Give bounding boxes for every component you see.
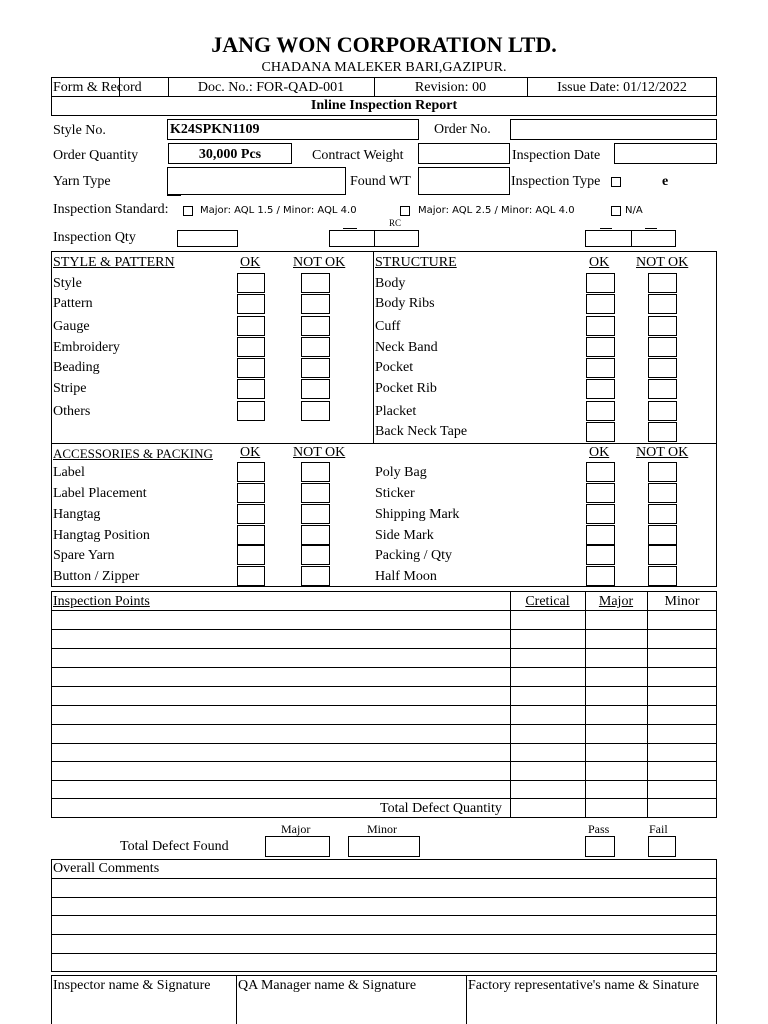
not-ok-box[interactable] xyxy=(301,316,330,336)
inspection-points-header: Inspection Points xyxy=(53,594,150,609)
check-item-embroidery: Embroidery xyxy=(53,340,120,355)
check-item-packing-qty: Packing / Qty xyxy=(375,548,452,563)
minor-header: Minor xyxy=(664,594,700,609)
ok-box[interactable] xyxy=(586,422,615,442)
not-ok-box[interactable] xyxy=(301,379,330,399)
inspection-qty-field-1[interactable] xyxy=(177,230,238,247)
inspection-date-field[interactable] xyxy=(614,143,717,164)
check-item-pocket-rib: Pocket Rib xyxy=(375,381,437,396)
overall-comments-label: Overall Comments xyxy=(53,861,160,876)
not-ok-box[interactable] xyxy=(301,483,330,503)
ok-box[interactable] xyxy=(586,401,615,421)
ok-box[interactable] xyxy=(237,294,265,314)
check-item-others: Others xyxy=(53,404,91,419)
found-wt-field[interactable] xyxy=(418,167,510,195)
check-item-body: Body xyxy=(375,276,406,291)
not-ok-box[interactable] xyxy=(301,525,330,545)
ok-box[interactable] xyxy=(237,566,265,586)
check-item-beading: Beading xyxy=(53,360,100,375)
inspection-date-label: Inspection Date xyxy=(512,148,601,163)
ok-box[interactable] xyxy=(586,273,615,293)
aql-option-1-label: Major: AQL 1.5 / Minor: AQL 4.0 xyxy=(200,205,357,216)
not-ok-header-1: NOT OK xyxy=(293,255,346,270)
yarn-type-label: Yarn Type xyxy=(53,174,111,189)
doc-number: Doc. No.: FOR-QAD-001 xyxy=(197,80,345,95)
contract-weight-field[interactable] xyxy=(418,143,510,164)
ok-box[interactable] xyxy=(237,358,265,378)
not-ok-box[interactable] xyxy=(648,462,677,482)
inspection-type-trail: e xyxy=(662,174,669,189)
not-ok-box[interactable] xyxy=(648,483,677,503)
not-ok-header-3: NOT OK xyxy=(293,445,346,460)
ok-header-4: OK xyxy=(589,445,610,460)
ok-box[interactable] xyxy=(586,545,615,565)
check-item-cuff: Cuff xyxy=(375,319,401,334)
check-item-half-moon: Half Moon xyxy=(375,569,437,584)
total-major-field[interactable] xyxy=(265,836,330,857)
check-item-style: Style xyxy=(53,276,82,291)
check-item-stripe: Stripe xyxy=(53,381,87,396)
factory-rep-signature-label: Factory representative's name & Sinature xyxy=(468,978,700,993)
check-item-label-placement: Label Placement xyxy=(53,486,147,501)
ok-box[interactable] xyxy=(586,316,615,336)
ok-box[interactable] xyxy=(237,545,265,565)
found-wt-label: Found WT xyxy=(350,174,411,189)
not-ok-box[interactable] xyxy=(301,273,330,293)
check-item-side-mark: Side Mark xyxy=(375,528,434,543)
check-item-hangtag-position: Hangtag Position xyxy=(53,528,150,543)
small-rc-label: RC xyxy=(389,218,402,228)
aql-option-2-label: Major: AQL 2.5 / Minor: AQL 4.0 xyxy=(418,205,575,216)
not-ok-box[interactable] xyxy=(301,294,330,314)
check-item-poly-bag: Poly Bag xyxy=(375,465,427,480)
ok-box[interactable] xyxy=(237,273,265,293)
ok-header-2: OK xyxy=(589,255,610,270)
not-ok-box[interactable] xyxy=(648,401,677,421)
check-item-shipping-mark: Shipping Mark xyxy=(375,507,460,522)
not-ok-box[interactable] xyxy=(648,545,677,565)
issue-date: Issue Date: 01/12/2022 xyxy=(557,80,687,95)
inspection-standard-label: Inspection Standard: xyxy=(53,202,169,217)
form-record-label: Form & Record xyxy=(53,80,142,95)
ok-box[interactable] xyxy=(237,504,265,524)
total-minor-field[interactable] xyxy=(348,836,420,857)
ok-box[interactable] xyxy=(586,483,615,503)
ok-header-3: OK xyxy=(240,445,261,460)
not-ok-box[interactable] xyxy=(301,401,330,421)
order-no-label: Order No. xyxy=(434,122,491,137)
not-ok-box[interactable] xyxy=(648,337,677,357)
check-item-hangtag: Hangtag xyxy=(53,507,101,522)
not-ok-box[interactable] xyxy=(301,504,330,524)
ok-box[interactable] xyxy=(237,337,265,357)
ok-box[interactable] xyxy=(237,401,265,421)
ok-box[interactable] xyxy=(237,462,265,482)
critical-header: Cretical xyxy=(525,594,570,609)
aql-na-checkbox[interactable] xyxy=(611,206,621,216)
aql-na-label: N/A xyxy=(625,205,643,216)
not-ok-box[interactable] xyxy=(648,294,677,314)
qa-manager-signature-label: QA Manager name & Signature xyxy=(238,978,417,993)
total-defect-found-label: Total Defect Found xyxy=(120,839,229,854)
style-no-label: Style No. xyxy=(53,123,106,138)
inspection-qty-label: Inspection Qty xyxy=(53,230,136,245)
not-ok-header-2: NOT OK xyxy=(636,255,689,270)
not-ok-box[interactable] xyxy=(301,462,330,482)
check-item-placket: Placket xyxy=(375,404,417,419)
fail-box[interactable] xyxy=(648,836,676,857)
check-item-spare-yarn: Spare Yarn xyxy=(53,548,115,563)
order-no-field[interactable] xyxy=(510,119,717,140)
order-qty-label: Order Quantity xyxy=(53,148,139,163)
ok-box[interactable] xyxy=(586,504,615,524)
check-item-button-zipper: Button / Zipper xyxy=(53,569,140,584)
check-item-sticker: Sticker xyxy=(375,486,415,501)
aql-option-1-checkbox[interactable] xyxy=(183,206,193,216)
not-ok-box[interactable] xyxy=(648,273,677,293)
not-ok-box[interactable] xyxy=(301,337,330,357)
ok-box[interactable] xyxy=(237,525,265,545)
accessories-heading: ACCESSORIES & PACKING xyxy=(53,446,213,461)
summary-major-label: Major xyxy=(281,822,311,836)
style-no-value: K24SPKN1109 xyxy=(170,122,260,137)
ok-box[interactable] xyxy=(586,294,615,314)
ok-box[interactable] xyxy=(586,525,615,545)
report-title: Inline Inspection Report xyxy=(310,98,458,113)
not-ok-box[interactable] xyxy=(301,545,330,565)
yarn-type-field[interactable] xyxy=(167,167,346,195)
ok-header-1: OK xyxy=(240,255,261,270)
ok-box[interactable] xyxy=(237,316,265,336)
inspection-type-checkbox[interactable] xyxy=(611,177,621,187)
not-ok-box[interactable] xyxy=(301,566,330,586)
company-address: CHADANA MALEKER BARI,GAZIPUR. xyxy=(261,60,507,75)
revision: Revision: 00 xyxy=(414,80,487,95)
check-item-pattern: Pattern xyxy=(53,296,93,311)
ok-box[interactable] xyxy=(586,462,615,482)
not-ok-box[interactable] xyxy=(648,525,677,545)
check-item-label: Label xyxy=(53,465,85,480)
not-ok-box[interactable] xyxy=(648,358,677,378)
structure-heading: STRUCTURE xyxy=(375,255,457,270)
contract-weight-label: Contract Weight xyxy=(312,148,404,163)
aql-option-2-checkbox[interactable] xyxy=(400,206,410,216)
check-item-gauge: Gauge xyxy=(53,319,90,334)
check-item-neck-band: Neck Band xyxy=(375,340,438,355)
check-item-back-neck-tape: Back Neck Tape xyxy=(375,424,468,439)
summary-fail-label: Fail xyxy=(649,822,668,836)
ok-box[interactable] xyxy=(586,337,615,357)
pass-box[interactable] xyxy=(585,836,615,857)
check-item-pocket: Pocket xyxy=(375,360,414,375)
summary-pass-label: Pass xyxy=(588,822,610,836)
not-ok-box[interactable] xyxy=(301,358,330,378)
ok-box[interactable] xyxy=(237,379,265,399)
not-ok-box[interactable] xyxy=(648,566,677,586)
check-item-body-ribs: Body Ribs xyxy=(375,296,435,311)
inspection-type-label: Inspection Type xyxy=(511,174,601,189)
ok-box[interactable] xyxy=(586,566,615,586)
major-header: Major xyxy=(598,594,634,609)
not-ok-box[interactable] xyxy=(648,422,677,442)
total-defect-quantity-label: Total Defect Quantity xyxy=(380,801,502,816)
not-ok-box[interactable] xyxy=(648,504,677,524)
style-pattern-heading: STYLE & PATTERN xyxy=(53,256,175,270)
not-ok-header-4: NOT OK xyxy=(636,445,689,460)
ok-box[interactable] xyxy=(586,379,615,399)
company-name: JANG WON CORPORATION LTD. xyxy=(211,32,557,57)
inspector-signature-label: Inspector name & Signature xyxy=(53,978,211,993)
summary-minor-label: Minor xyxy=(367,822,397,836)
not-ok-box[interactable] xyxy=(648,316,677,336)
ok-box[interactable] xyxy=(586,358,615,378)
not-ok-box[interactable] xyxy=(648,379,677,399)
order-qty-value: 30,000 Pcs xyxy=(198,147,262,162)
ok-box[interactable] xyxy=(237,483,265,503)
